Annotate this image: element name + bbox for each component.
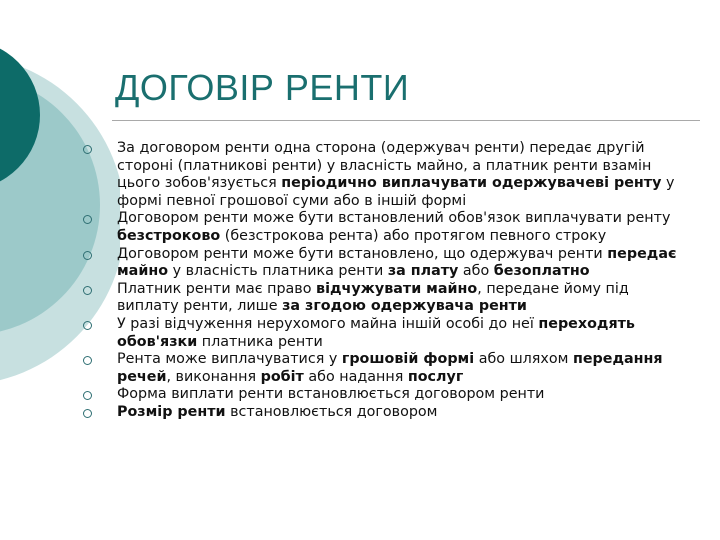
text-segment: або <box>458 263 494 280</box>
text-segment: Договором ренти може бути встановлено, що одержувач ренти <box>117 245 608 262</box>
bold-phrase: грошовій формі <box>341 351 475 368</box>
text-segment: або надання <box>303 368 408 385</box>
bold-phrase: відчужувати майно <box>316 280 478 297</box>
bullet-item <box>80 140 680 210</box>
bullet-item <box>80 386 680 404</box>
bullet-item <box>80 351 680 386</box>
bold-phrase: робіт <box>260 368 304 385</box>
text-segment: За договором ренти одна сторона (одержувач ренти) передає другій стороні (платникові ренти) у власність майно, а платник ренти взамін цього зобов'язується <box>117 140 652 192</box>
bold-phrase: передає майно <box>117 245 677 280</box>
bullet-text <box>117 140 680 210</box>
bullet-text <box>117 404 680 422</box>
bullet-text <box>117 386 680 404</box>
bullet-list <box>80 140 680 422</box>
hollow-circle-bullet-icon <box>83 409 92 418</box>
hollow-circle-bullet-icon <box>83 215 92 224</box>
hollow-circle-bullet-icon <box>83 286 92 295</box>
bold-phrase: Розмір ренти <box>117 403 226 420</box>
bullet-text <box>117 351 680 386</box>
text-segment: , виконання <box>166 368 261 385</box>
bold-phrase: безоплатно <box>493 263 590 280</box>
text-segment: у формі певної грошової суми або в іншій формі <box>117 175 675 209</box>
bullet-item <box>80 246 680 281</box>
text-segment: Платник ренти має право <box>117 280 317 297</box>
bullet-item <box>80 210 680 245</box>
bullet-text <box>117 316 680 351</box>
bold-phrase: безстроково <box>117 227 221 244</box>
bold-phrase: за плату <box>387 263 459 280</box>
bullet-text <box>117 246 680 281</box>
bullet-text <box>117 281 680 316</box>
text-segment: Договором ренти може бути встановлений обов'язок виплачувати ренту <box>117 210 671 227</box>
hollow-circle-bullet-icon <box>83 145 92 154</box>
text-segment: платника ренти <box>197 333 323 350</box>
text-segment: у власність платника ренти <box>168 263 388 280</box>
bold-phrase: періодично виплачувати одержувачеві ренту <box>281 175 662 192</box>
slide-title: ДОГОВІР РЕНТИ <box>115 67 410 108</box>
text-segment: (безстрокова рента) або протягом певного строку <box>220 227 607 244</box>
hollow-circle-bullet-icon <box>83 356 92 365</box>
hollow-circle-bullet-icon <box>83 321 92 330</box>
text-segment: , передане йому під виплату ренти, лише <box>117 280 629 315</box>
bullet-item <box>80 316 680 351</box>
text-segment: У разі відчуження нерухомого майна іншій особі до неї <box>117 315 539 332</box>
bullet-item <box>80 404 680 422</box>
hollow-circle-bullet-icon <box>83 391 92 400</box>
bold-phrase: послуг <box>407 368 464 385</box>
bold-phrase: за згодою одержувача ренти <box>282 298 527 315</box>
text-segment: Форма виплати ренти встановлюється договором ренти <box>117 386 545 403</box>
title-divider <box>112 120 700 121</box>
text-segment: або шляхом <box>474 351 573 368</box>
bullet-text <box>117 210 680 245</box>
bold-phrase: передання речей <box>117 351 663 385</box>
hollow-circle-bullet-icon <box>83 251 92 260</box>
bold-phrase: переходять обов'язки <box>117 315 635 350</box>
bullet-item <box>80 281 680 316</box>
text-segment: встановлюється договором <box>225 403 438 420</box>
text-segment: Рента може виплачуватися у <box>117 351 342 368</box>
